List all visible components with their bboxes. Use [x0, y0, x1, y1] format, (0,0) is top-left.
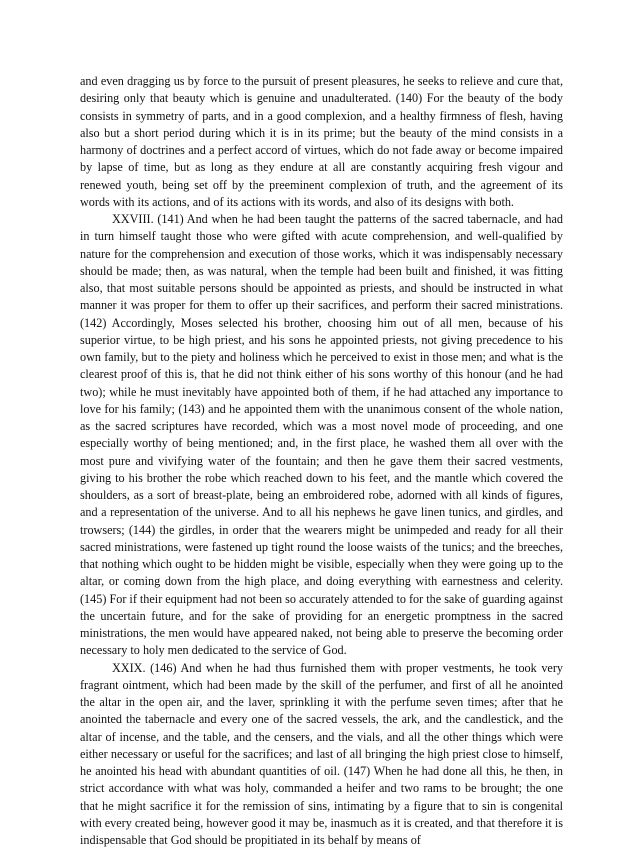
document-page	[80, 73, 563, 849]
paragraph-section-xxix: XXIX. (146) And when he had thus furnished them with proper vestments, he took very fragrant ointment, which had been made by the skill of the perfumer, and first of all he anointed the altar in the open air, and the laver, sprinkling it with the perfume seven times; after that he anointed the tabernacle and every one of the sacred vessels, the ark, and the candlestick, and the altar of incense, and the table, and the censers, and the vials, and all the other things which were either necessary or useful for the sacrifices; and last of all bringing the high priest close to himself, he anointed his head with abundant quantities of oil. (147) When he had done all this, he then, in strict accordance with what was holy, commanded a heifer and two rams to be brought; the one that he might sacrifice it for the remission of sins, intimating by a figure that to sin is congenital with every created being, however good it may be, inasmuch as it is created, and that therefore it is indispensable that God should be propitiated in its behalf by means of	[80, 660, 563, 849]
paragraph-section-xxviii: XXVIII. (141) And when he had been taught the patterns of the sacred tabernacle, and had in turn himself taught those who were gifted with acute comprehension, and well-qualified by nature for the comprehension and execution of those works, which it was indispensably necessary should be made; then, as was natural, when the temple had been built and finished, it was fitting also, that most suitable persons should be appointed as priests, and should be instructed in what manner it was proper for them to offer up their sacrifices, and perform their sacred ministrations. (142) Accordingly, Moses selected his brother, choosing him out of all men, because of his superior virtue, to be high priest, and his sons he appointed priests, not giving precedence to his own family, but to the piety and holiness which he perceived to exist in those men; and what is the clearest proof of this is, that he did not think either of his sons worthy of this honour (and he had two); while he must inevitably have appointed both of them, if he had attached any importance to love for his family; (143) and he appointed them with the unanimous consent of the whole nation, as the sacred scriptures have recorded, which was a most novel mode of proceeding, and one especially worthy of being mentioned; and, in the first place, he washed them all over with the most pure and vivifying water of the fountain; and then he gave them their sacred vestments, giving to his brother the robe which reached down to his feet, and the mantle which covered the shoulders, as a sort of breast-plate, being an embroidered robe, adorned with all kinds of figures, and a representation of the universe. And to all his nephews he gave linen tunics, and girdles, and trowsers; (144) the girdles, in order that the wearers might be unimpeded and ready for all their sacred ministrations, were fastened up tight round the loose waists of the tunics; and the breeches, that nothing which ought to be hidden might be visible, especially when they were going up to the altar, or coming down from the high place, and doing everything with earnestness and celerity. (145) For if their equipment had not been so accurately attended to for the sake of guarding against the uncertain future, and for the sake of providing for an energetic promptness in the sacred ministrations, the men would have appeared naked, not being able to preserve the becoming order necessary to holy men dedicated to the service of God.	[80, 211, 563, 660]
paragraph-continuation: and even dragging us by force to the pursuit of present pleasures, he seeks to relieve and cure that, desiring only that beauty which is genuine and unadulterated. (140) For the beauty of the body consists in symmetry of parts, and in a good complexion, and a healthy firmness of flesh, having also but a short period during which it is in its prime; but the beauty of the mind consists in a harmony of doctrines and a perfect accord of virtues, which do not fade away or become impaired by lapse of time, but as long as they endure at all are constantly acquiring fresh vigour and renewed youth, being set off by the preeminent complexion of truth, and the agreement of its words with its actions, and of its actions with its words, and also of its designs with both.	[80, 73, 563, 211]
